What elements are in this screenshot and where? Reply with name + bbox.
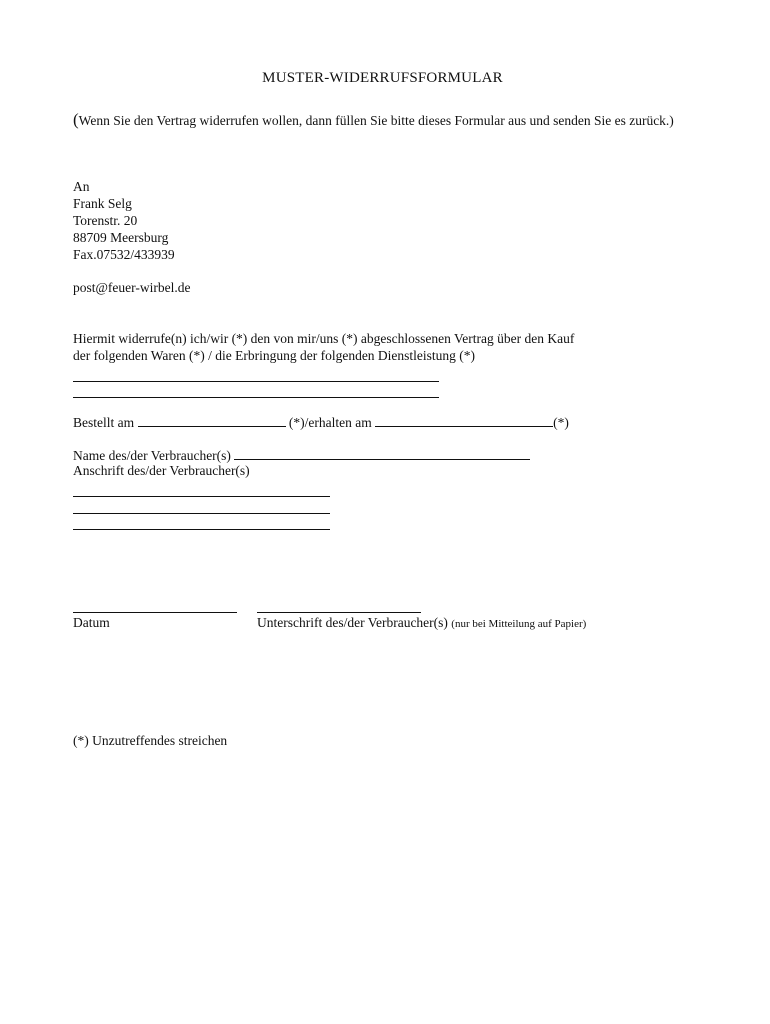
received-date-blank[interactable] [375,414,553,427]
consumer-address-line-3[interactable] [73,529,330,530]
consumer-name-blank[interactable] [234,447,530,460]
signature-label-row [257,615,586,631]
goods-fill-line-1[interactable] [73,381,439,382]
received-asterisk: (*) [553,415,569,430]
goods-fill-line-2[interactable] [73,397,439,398]
consumer-address-line-1[interactable] [73,496,330,497]
intro-open-paren: ( [73,110,79,129]
consumer-address-line-2[interactable] [73,513,330,514]
intro-text [73,110,703,130]
footnote: (*) Unzutreffendes streichen [73,733,228,748]
received-label: (*)/erhalten am [288,415,372,430]
declaration-line-1: Hiermit widerrufe(n) ich/wir (*) den von mir/uns (*) abgeschlossenen Vertrag über den Kauf [73,331,575,346]
signature-label: Unterschrift des/der Verbraucher(s) [257,615,448,630]
order-dates-row [73,414,569,431]
date-label: Datum [73,615,110,630]
date-fill-line[interactable] [73,612,237,613]
signature-fill-line[interactable] [257,612,421,613]
recipient-address [73,178,175,263]
declaration-line-2: der folgenden Waren (*) / die Erbringung der folgenden Dienstleistung (*) [73,348,476,363]
consumer-name-label: Name des/der Verbraucher(s) [73,448,231,463]
ordered-label: Bestellt am [73,415,135,430]
form-title: MUSTER-WIDERRUFSFORMULAR [262,70,503,86]
ordered-date-blank[interactable] [138,414,286,427]
address-fax: Fax.07532/433939 [73,247,175,262]
declaration-text [73,330,574,364]
signature-note: (nur bei Mitteilung auf Papier) [451,618,587,630]
consumer-name-row [73,447,530,464]
address-an: An [73,179,90,194]
address-street: Torenstr. 20 [73,213,138,228]
consumer-address-label: Anschrift des/der Verbraucher(s) [73,463,250,478]
intro-body: Wenn Sie den Vertrag widerrufen wollen, dann füllen Sie bitte dieses Formular aus und senden Sie es zurück.) [78,113,674,128]
address-name: Frank Selg [73,196,132,211]
address-city: 88709 Meersburg [73,230,169,245]
recipient-email: post@feuer-wirbel.de [73,280,191,295]
